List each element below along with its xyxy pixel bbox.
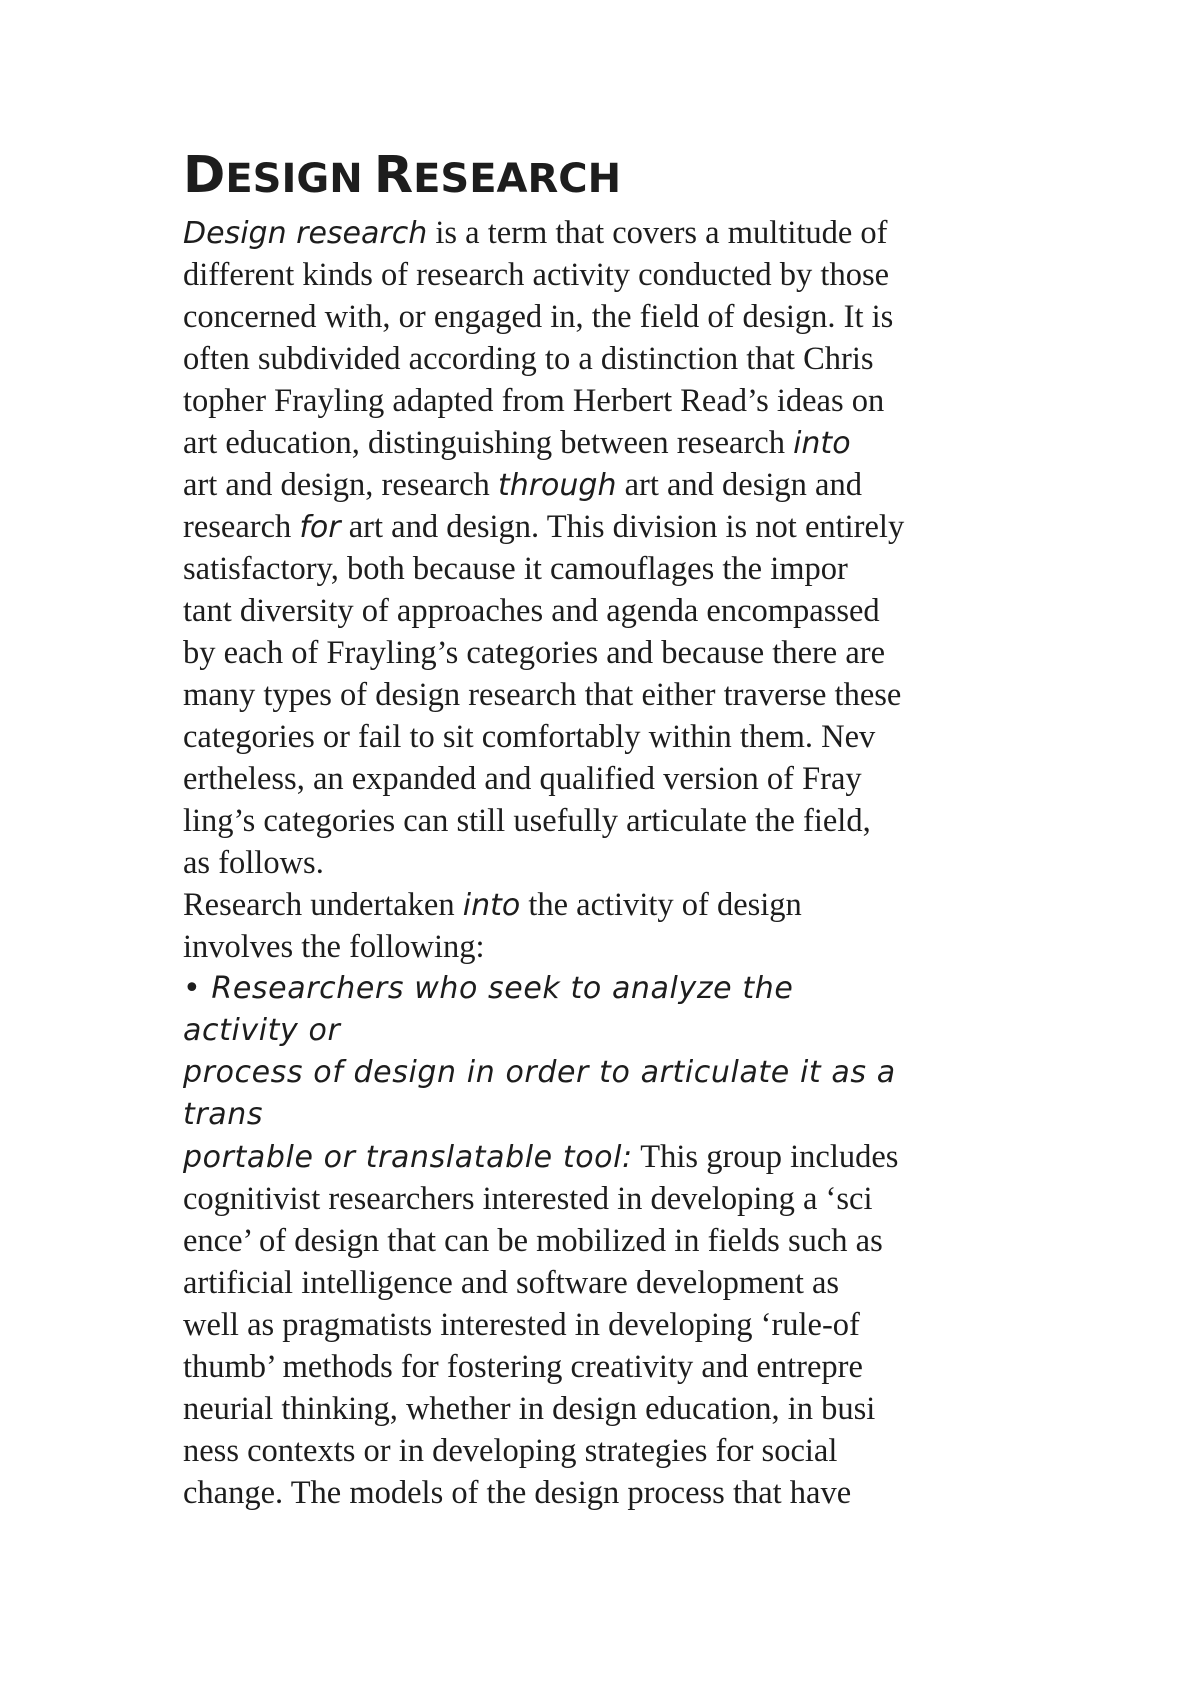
emphasis-through: through [497,468,617,503]
text-line: neurial thinking, whether in design education, in busi [183,1391,876,1427]
bullet-heading-line: process of design in order to articulate it as a [183,1055,896,1090]
body-text [183,212,1063,1514]
text-line: involves the following: [183,929,485,965]
text-line: ness contexts or in developing strategies for social [183,1433,838,1469]
title-word-esign: ESIGN [225,156,363,202]
text-line: ertheless, an expanded and qualified version of Fray [183,761,862,797]
text-line: as follows. [183,845,324,881]
text-line: different kinds of research activity conducted by those [183,257,890,293]
text-span: research [183,509,300,545]
text-line: concerned with, or engaged in, the field of design. It is [183,299,894,335]
text-span: is a term that covers a multitude of [427,215,888,251]
text-line: tant diversity of approaches and agenda encompassed [183,593,880,629]
text-span: the activity of design [520,887,802,923]
text-line: satisfactory, both because it camouflages the impor [183,551,848,587]
bullet-marker: • [183,971,202,1006]
text-line: well as pragmatists interested in developing ‘rule-of [183,1307,860,1343]
text-line: often subdivided according to a distinction that Chris [183,341,874,377]
text-line: ling’s categories can still usefully articulate the field, [183,803,871,839]
text-span: art and design. This division is not entirely [340,509,905,545]
bullet-heading-line [183,968,1063,1010]
text-line [183,506,1063,548]
text-line: many types of design research that either traverse these [183,677,902,713]
text-span: art education, distinguishing between research [183,425,794,461]
bullet-heading-line: trans [183,1097,264,1132]
text-line [183,884,1063,926]
term-emphasis: Design research [183,216,428,251]
text-line [183,1136,1063,1178]
text-line: ence’ of design that can be mobilized in fields such as [183,1223,883,1259]
text-span: art and design, research [183,467,498,503]
title-initial-r: R [373,146,414,205]
title-initial-d: D [183,146,226,205]
text-span: art and design and [616,467,862,503]
emphasis-into: into [793,426,851,461]
text-span: Researchers who seek to analyze the [201,971,794,1006]
text-span: This group includes [632,1139,899,1175]
emphasis-into: into [462,888,521,923]
text-line: change. The models of the design process that have [183,1475,852,1511]
text-line [183,212,1063,254]
text-line [183,464,1063,506]
text-line: cognitivist researchers interested in developing a ‘sci [183,1181,873,1217]
bullet-heading-line: activity or [183,1013,341,1048]
emphasis-for: for [299,510,341,545]
bullet-heading-end: portable or translatable tool: [183,1140,633,1175]
title-word-esearch: ESEARCH [413,156,622,202]
text-line: categories or fail to sit comfortably within them. Nev [183,719,876,755]
page-title [183,146,622,205]
text-line: thumb’ methods for fostering creativity and entrepre [183,1349,863,1385]
text-line [183,422,1063,464]
text-line: artificial intelligence and software development as [183,1265,840,1301]
text-line: topher Frayling adapted from Herbert Read’s ideas on [183,383,885,419]
text-line: by each of Frayling’s categories and because there are [183,635,886,671]
text-span: Research undertaken [183,887,463,923]
